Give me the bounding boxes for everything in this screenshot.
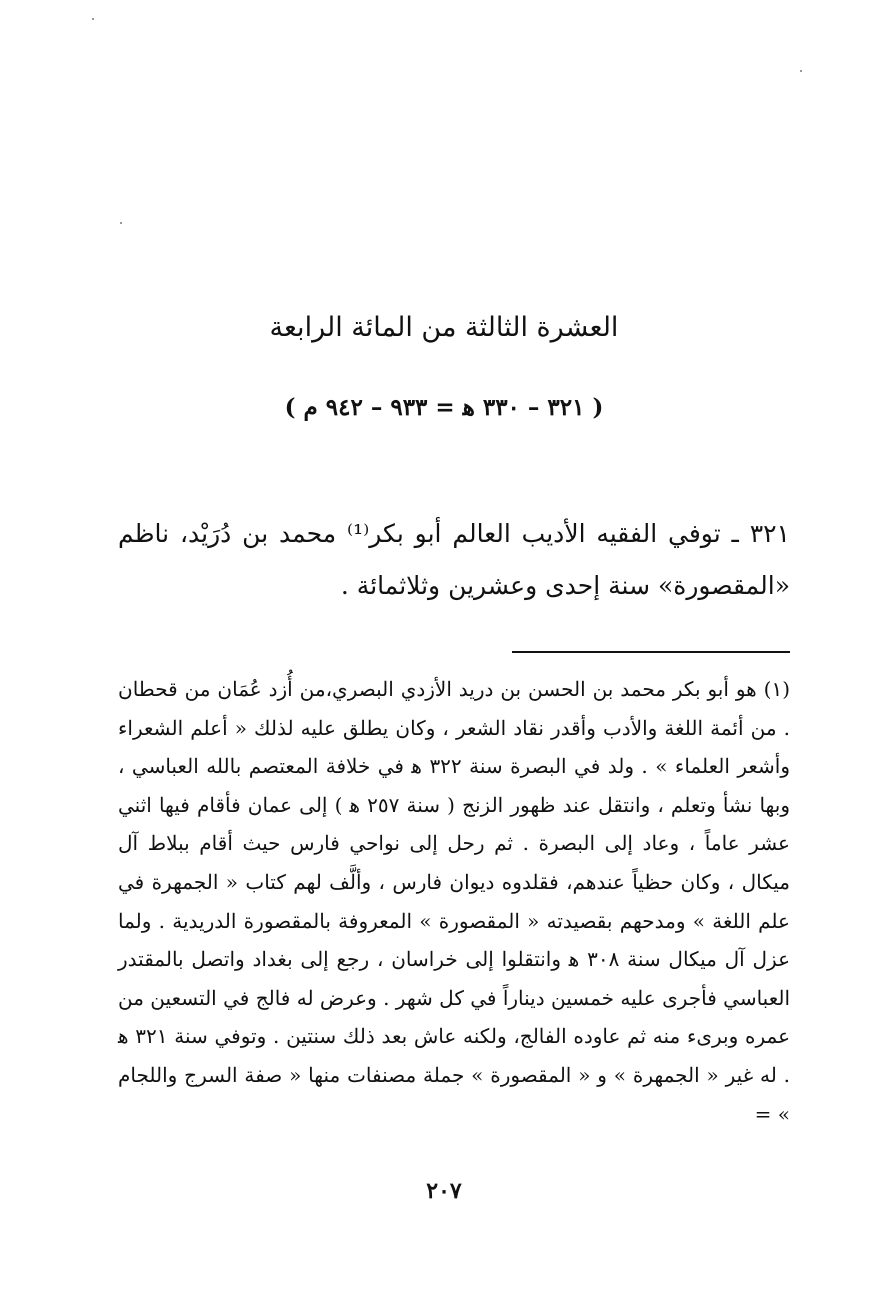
paper-speck bbox=[800, 70, 802, 72]
chapter-title: العشرة الثالثة من المائة الرابعة bbox=[269, 312, 619, 343]
entry-paragraph: ٣٢١ ـ توفي الفقيه الأديب العالم أبو بكر⁽¹⁾ محمد بن دُرَيْد، ناظم «المقصورة» سنة إحدى وعشرين وثلاثمائة . bbox=[118, 519, 790, 600]
page-number: ٢٠٧ bbox=[426, 1178, 462, 1204]
footnote-divider bbox=[512, 651, 790, 653]
paper-speck bbox=[92, 18, 94, 20]
paper-speck bbox=[120, 222, 122, 224]
footnote-paragraph: (١) هو أبو بكر محمد بن الحسن بن دريد الأزدي البصري،من أُزد عُمَان من قحطان . من أئمة اللغة والأدب وأقدر نقاد الشعر ، وكان يطلق عليه لذلك « أعلم الشعراء وأشعر العلماء » . ولد في البصرة سنة ٣٢٢ ﻫ في خلافة المعتصم بالله العباسي ، وبها نشأ وتعلم ، وانتقل عند ظهور الزنج ( سنة ٢٥٧ ﻫ ) إلى عمان فأقام فيها اثني عشر عاماً ، وعاد إلى البصرة . ثم رحل إلى نواحي فارس حيث أقام ببلاط آل ميكال ، وكان حظياً عندهم، فقلدوه ديوان فارس ، وألَّف لهم كتاب « الجمهرة في علم اللغة » ومدحهم بقصيدته « المقصورة » المعروفة بالمقصورة الدريدية . ولما عزل آل ميكال سنة ٣٠٨ ﻫ وانتقلوا إلى خراسان ، رجع إلى بغداد واتصل بالمقتدر العباسي فأجرى عليه خمسين ديناراً في كل شهر . وعرض له فالج في التسعين من عمره وبرىء منه ثم عاوده الفالج، ولكنه عاش بعد ذلك سنتين . وتوفي سنة ٣٢١ ﻫ . له غير « الجمهرة » و « المقصورة » جملة مصنفات منها « صفة السرج واللجام » = bbox=[118, 677, 791, 1126]
date-range-heading: ( ٣٢١ – ٣٣٠ ﻫ = ٩٣٣ – ٩٤٢ م ) bbox=[284, 394, 604, 421]
